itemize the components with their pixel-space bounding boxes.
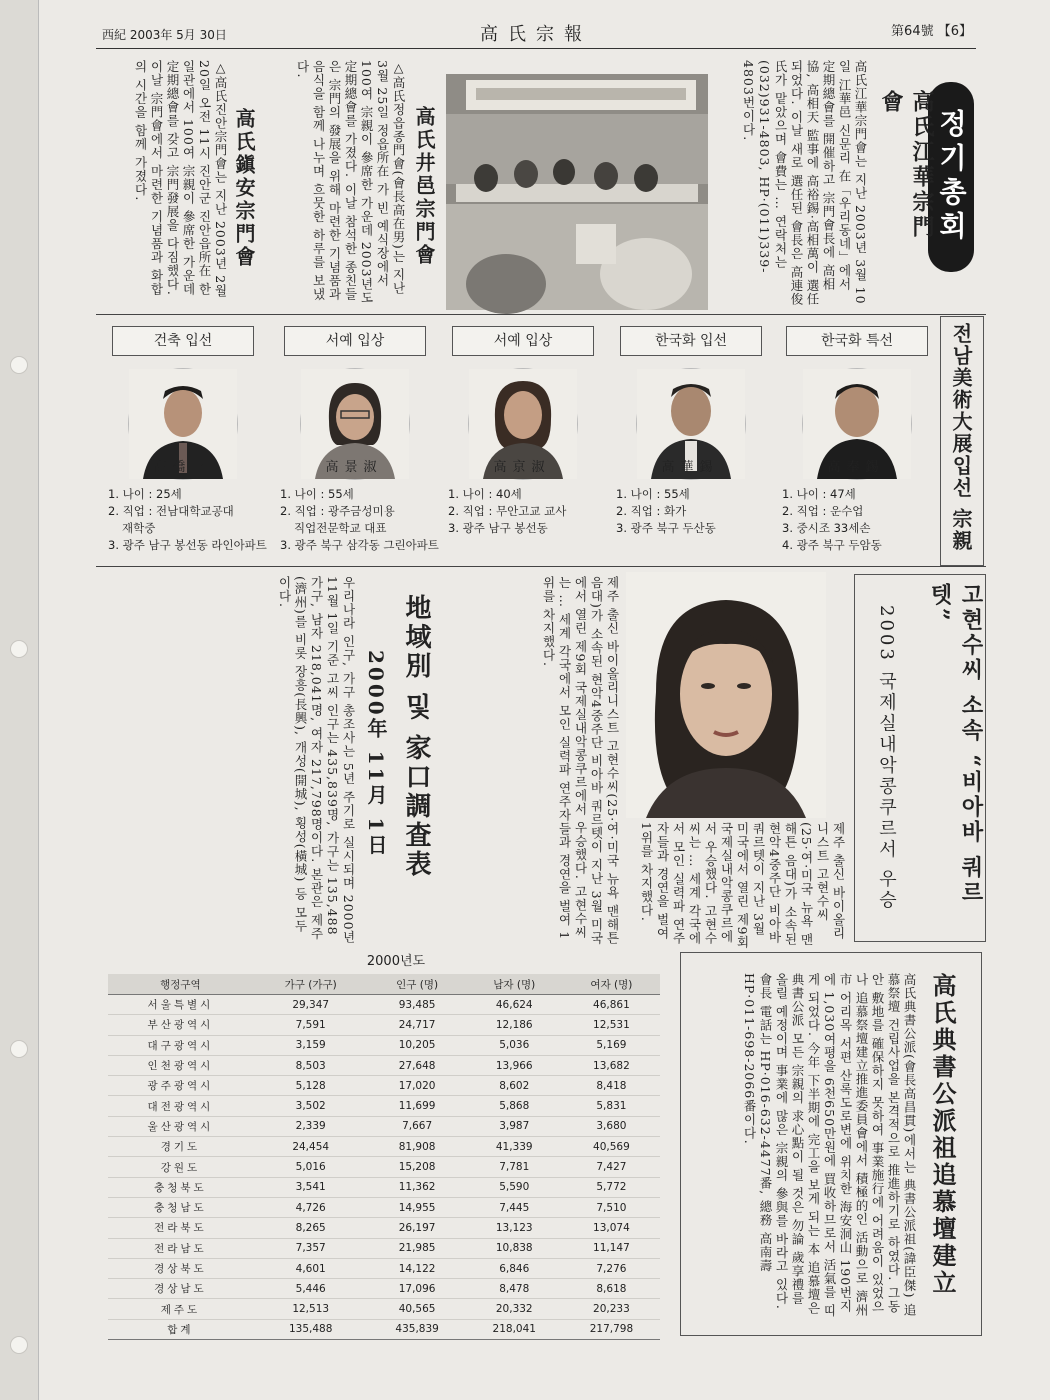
table-cell: 135,488 [253,1319,369,1339]
jinan-body: △高氏진안宗門會는 지난 2003년 2월 20일 오전 11시 진안군 진안읍所在 한 일관에서 100여 宗親이 參席한 가운데 定期總會를 갖고 宗門發展을 다짐했다. 이날 宗門會에서 마련한 기념품과 화합의 시간을 함께 가졌다. [133,60,228,298]
winner-card [272,326,439,566]
table-cell: 합계 [108,1319,253,1339]
table-cell: 11,362 [369,1177,466,1197]
table-cell: 8,478 [466,1279,563,1299]
table-row [108,1076,660,1096]
info-line: 1. 나이 : 55세 [616,487,690,501]
table-cell: 5,446 [253,1279,369,1299]
table-cell: 13,966 [466,1055,563,1075]
binding-hole [10,356,28,374]
table-cell: 5,036 [466,1035,563,1055]
table-cell: 46,861 [563,995,660,1015]
winner-info [616,486,784,537]
info-line: 1. 나이 : 47세 [782,487,856,501]
binding-hole [10,1040,28,1058]
table-row [108,1035,660,1055]
table-cell: 41,339 [466,1137,563,1157]
table-total-row [108,1319,660,1339]
info-line: 2. 직업 : 광주금성미용 [280,504,395,518]
table-cell: 5,590 [466,1177,563,1197]
table-cell: 4,726 [253,1197,369,1217]
table-cell: 3,159 [253,1035,369,1055]
table-caption: 2000년도 [366,954,426,969]
table-cell: 17,020 [369,1076,466,1096]
table-cell: 12,513 [253,1299,369,1319]
table-cell: 충청북도 [108,1177,253,1197]
census-table [108,974,660,1340]
table-cell: 27,648 [369,1055,466,1075]
column-header: 남자 (명) [466,974,563,995]
table-cell: 46,624 [466,995,563,1015]
winner-info [782,486,950,554]
table-cell: 5,128 [253,1076,369,1096]
award-category: 건축 입선 [112,326,254,356]
violin-headline-box [854,574,986,942]
table-cell: 충청남도 [108,1197,253,1217]
table-cell: 3,680 [563,1116,660,1136]
table-cell: 전라북도 [108,1218,253,1238]
table-cell: 11,147 [563,1238,660,1258]
table-cell: 15,208 [369,1157,466,1177]
table-cell: 7,445 [466,1197,563,1217]
table-cell: 81,908 [369,1137,466,1157]
census-subheadline: 2000年 11月 1日 [364,650,388,858]
winner-card [440,326,604,566]
table-cell: 2,339 [253,1116,369,1136]
table-cell: 11,699 [369,1096,466,1116]
table-cell: 13,682 [563,1055,660,1075]
column-header: 가구 (가구) [253,974,369,995]
winner-card [774,326,938,566]
winner-card [608,326,772,566]
table-cell: 6,846 [466,1258,563,1278]
column-header: 인구 (명) [369,974,466,995]
issue-number: 第64號 【6】 [891,24,972,39]
table-cell: 7,357 [253,1238,369,1258]
info-line: 2. 직업 : 운수업 [782,504,864,518]
table-cell: 7,781 [466,1157,563,1177]
info-line: 3. 광주 북구 삼각동 그린아파트 [280,538,439,552]
table-cell: 경상북도 [108,1258,253,1278]
table-row [108,1137,660,1157]
ganghwa-headline: 高氏江華宗門會 [878,90,935,240]
table-cell: 17,096 [369,1279,466,1299]
table-row [108,1258,660,1278]
jeongeup-body: △高氏정읍종門會(會長高在男)는 지난 3월 25일 정읍所在 가 빈 예식장에서 100여 宗親이 參席한 가운데 2003년도 定期總會를 가졌다. 이날 참석한 종친들은 宗門의 發展을 위해 마련한 기념품과 음식을 함께 나누며 흐뭇한 하루를 보냈다. [295,60,406,305]
table-cell: 10,205 [369,1035,466,1055]
table-cell: 3,987 [466,1116,563,1136]
table-cell: 경기도 [108,1137,253,1157]
table-cell: 5,772 [563,1177,660,1197]
issue-date: 西紀 2003年 5月 30日 [102,28,227,42]
table-cell: 29,347 [253,995,369,1015]
info-line: 1. 나이 : 40세 [448,487,522,501]
table-cell: 5,016 [253,1157,369,1177]
section-badge: 정기총회 [928,82,974,272]
award-category: 서예 입상 [284,326,426,356]
violin-subheadline: 2003 국제실내악콩쿠르서 우승 [876,605,897,912]
table-row [108,1157,660,1177]
table-cell: 8,618 [563,1279,660,1299]
winner-name: 高景淑 [325,460,383,475]
table-cell: 3,541 [253,1177,369,1197]
table-cell: 13,074 [563,1218,660,1238]
winner-name: 高奉錫 [827,460,885,475]
table-cell: 울산광역시 [108,1116,253,1136]
winner-info [448,486,616,537]
previous-page-edge [0,0,39,1400]
page-header [96,18,976,49]
table-cell: 5,868 [466,1096,563,1116]
winner-info [280,486,448,554]
census-headline: 地域別 및 家口調査表 [401,594,431,880]
table-cell: 인천광역시 [108,1055,253,1075]
info-line: 2. 직업 : 무안고교 교사 [448,504,567,518]
ganghwa-body: 高氏江華宗門會는 지난 2003년 3월 10일 江華邑 신문리 在「우리동네」에서 定期總會를 開催하고 宗門會長에 高相協, 高相天 監事에 高裕錫·高相萬이 選任되었다. 이날 새로 選任된 會長은 高連俊 氏가 맡았으며 會費는 … 연락처는 (032)931-4803, HP·(011)339-4803번이다. [741,60,868,306]
table-cell: 경상남도 [108,1279,253,1299]
table-cell: 대구광역시 [108,1035,253,1055]
table-cell: 7,510 [563,1197,660,1217]
table-cell: 전라남도 [108,1238,253,1258]
divider [96,566,986,567]
info-line: 3. 광주 남구 봉선동 라인아파트 [108,538,267,552]
violinist-portrait [626,572,826,818]
violin-body-left: 제주 출신 바이올리니스트 고현수씨(25·여·미국 뉴욕 맨해튼 음대)가 소속된 현악4중주단 비아바 쿼르텟이 지난 3월 미국에서 열린 제9회 국제실내악콩쿠르에서 우승했다. 고현수씨는 … 세계 각국에서 모인 실력파 연주자들과 경연을 벌여 1위를 차지했다. [541,576,620,946]
table-cell: 7,591 [253,1015,369,1035]
violinist-photo [626,572,826,818]
table-cell: 12,186 [466,1015,563,1035]
table-cell: 부산광역시 [108,1015,253,1035]
table-cell: 26,197 [369,1218,466,1238]
divider [96,314,986,315]
table-row [108,1096,660,1116]
info-line: 직업전문학교 대표 [294,521,387,535]
column-header: 여자 (명) [563,974,660,995]
table-row [108,1177,660,1197]
table-cell: 4,601 [253,1258,369,1278]
table-cell: 8,265 [253,1218,369,1238]
table-cell: 5,169 [563,1035,660,1055]
meeting-photo-image [446,74,708,310]
table-cell: 8,602 [466,1076,563,1096]
table-row [108,995,660,1015]
winner-name: 高華錫 [661,460,719,475]
award-category: 서예 입상 [452,326,594,356]
table-cell: 40,565 [369,1299,466,1319]
table-row [108,1299,660,1319]
winner-name: 高京淑 [493,460,551,475]
table-row [108,1279,660,1299]
census-table-wrap [108,954,660,1340]
winner-card [100,326,267,566]
info-line: 1. 나이 : 55세 [280,487,354,501]
table-cell: 10,838 [466,1238,563,1258]
award-category: 한국화 특선 [786,326,928,356]
info-line: 4. 광주 북구 두암동 [782,538,882,552]
table-cell: 20,233 [563,1299,660,1319]
altar-article-box [680,952,982,1336]
info-line: 재학중 [122,521,156,535]
altar-body: 高氏典書公派(會長高昌貫)에서는 典書公派祖(諱臣傑) 追慕祭壇 건립사업을 본격적으로 推進하기로 하였다. 그동안 敷地를 確保하지 못하여 事業施行에 어려움이 있었으나 追慕祭壇建立推進委員會에서 積極的인 活動으로 濟州市 어리목 서편 산록도로변에 위치한 海安洞山 190번지에 1,030여평을 6천650만원에 買收하므로서 活氣를 띠게 되었다. 今年 下半期에 完工을 보게 되는 本 追慕壇은 典書公派 모든 宗親의 求心點이 될 것은 勿論 歲享禮를 올릴 예정이며 事業에 많은 宗親의 參與를 바라고 있다. 會長 電話는 HP·016-632-4477番, 總務 高南壽 HP·011-698-2066番이다. [742,973,917,1318]
table-cell: 218,041 [466,1319,563,1339]
altar-headline: 高氏典書公派祖追慕壇建立 [928,973,957,1297]
table-cell: 3,502 [253,1096,369,1116]
table-cell: 7,276 [563,1258,660,1278]
table-cell: 21,985 [369,1238,466,1258]
info-line: 3. 광주 북구 두산동 [616,521,716,535]
table-cell: 435,839 [369,1319,466,1339]
table-cell: 217,798 [563,1319,660,1339]
table-row [108,1238,660,1258]
table-cell: 8,418 [563,1076,660,1096]
table-cell: 24,717 [369,1015,466,1035]
table-cell: 14,955 [369,1197,466,1217]
census-body: 우리나라 인구, 가구 총조사는 5년 주기로 실시되며 2000년 11월 1일 기준 고씨 인구는 435,839명, 가구는 135,488가구, 남자 218,041명, 여자 217,798명이다. 본관은 제주(濟州)를 비롯 장흥(長興), 개성(開城), 횡성(橫城) 등 모두 이다. [277,576,356,945]
column-header: 행정구역 [108,974,253,995]
jeongeup-headline: 高氏井邑宗門會 [412,106,436,267]
table-cell: 40,569 [563,1137,660,1157]
table-row [108,1218,660,1238]
newspaper-title: 高氏宗報 [480,24,592,45]
table-cell: 광주광역시 [108,1076,253,1096]
meeting-photo [446,74,708,310]
jinan-headline: 高氏鎭安宗門會 [232,108,256,269]
table-row [108,1116,660,1136]
table-cell: 20,332 [466,1299,563,1319]
table-cell: 서울특별시 [108,995,253,1015]
winner-name: 高僑一 [153,460,211,475]
table-cell: 93,485 [369,995,466,1015]
table-cell: 12,531 [563,1015,660,1035]
table-cell: 대전광역시 [108,1096,253,1116]
table-row [108,1197,660,1217]
table-cell: 14,122 [369,1258,466,1278]
violin-headline: 고현수씨 소속 “비아바 쿼르텟” [927,583,984,906]
awards-title: 전남美術大展입선 宗親 [949,323,973,552]
table-cell: 13,123 [466,1218,563,1238]
info-line: 3. 중시조 33세손 [782,521,871,535]
table-cell: 5,831 [563,1096,660,1116]
table-cell: 강원도 [108,1157,253,1177]
table-cell: 7,667 [369,1116,466,1136]
table-row [108,1055,660,1075]
info-line: 2. 직업 : 화가 [616,504,687,518]
table-cell: 24,454 [253,1137,369,1157]
violin-body-right: 제주 출신 바이올리니스트 고현수씨(25·여·미국 뉴욕 맨해튼 음대)가 소속된 현악4중주단 비아바 쿼르텟이 지난 3월 미국에서 열린 제9회 국제실내악콩쿠르에서 우승했다. 고현수씨는 … 세계 각국에서 모인 실력파 연주자들과 경연을 벌여 1위를 차지했다. [639,822,846,949]
table-cell: 8,503 [253,1055,369,1075]
info-line: 3. 광주 남구 봉선동 [448,521,548,535]
binding-hole [10,640,28,658]
award-category: 한국화 입선 [620,326,762,356]
binding-hole [10,1336,28,1354]
table-cell: 제주도 [108,1299,253,1319]
table-row [108,1015,660,1035]
table-cell: 7,427 [563,1157,660,1177]
info-line: 1. 나이 : 25세 [108,487,182,501]
winner-info [108,486,276,554]
info-line: 2. 직업 : 전남대학교공대 [108,504,234,518]
